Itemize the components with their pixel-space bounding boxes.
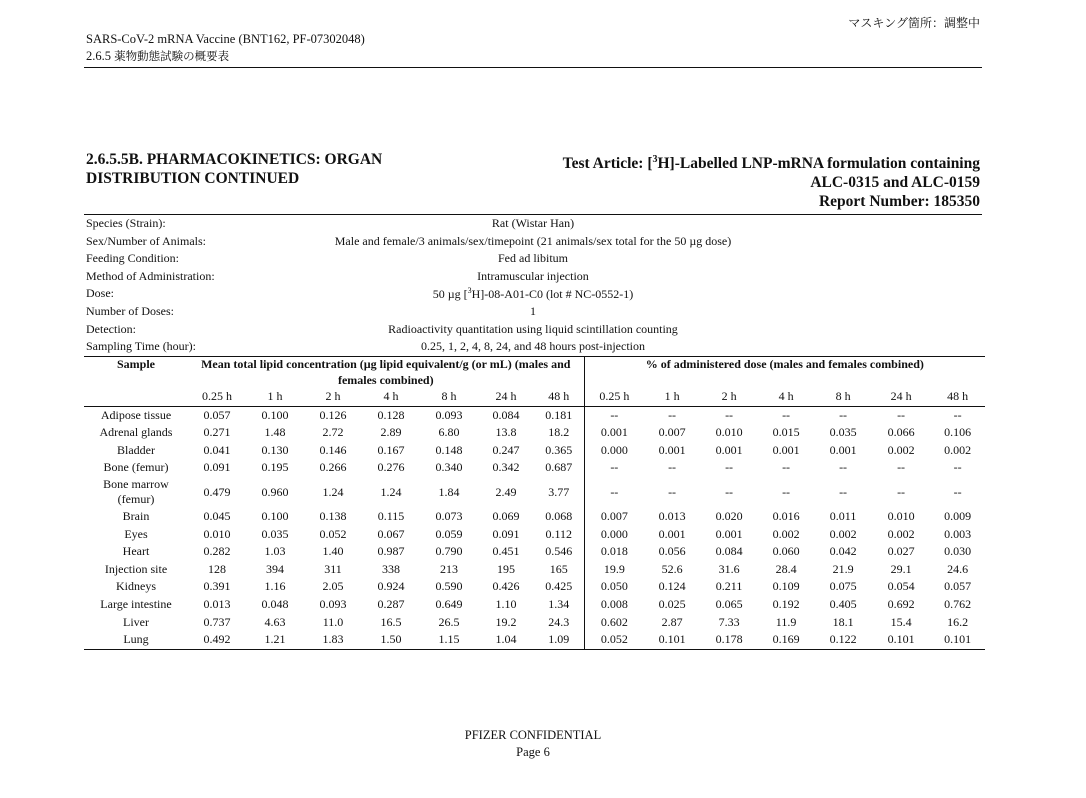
concentration-cell: 0.069 [492, 508, 520, 523]
info-row-method [84, 268, 982, 286]
study-info [84, 214, 982, 356]
concentration-cell: 24.3 [548, 614, 570, 629]
concentration-cell: 0.052 [319, 526, 347, 541]
concentration-cell: 0.342 [492, 460, 520, 475]
percent-dose-cell: 29.1 [890, 561, 912, 576]
timepoint-header: 1 h [644, 388, 700, 406]
timepoint-header: 24 h [478, 388, 534, 406]
concentration-cell: 11.0 [322, 614, 344, 629]
concentration-cell: 0.181 [545, 407, 573, 422]
concentration-cell: 0.048 [261, 596, 289, 611]
percent-dose-cell: -- [584, 406, 644, 424]
percent-dose-cell: 0.001 [658, 526, 686, 541]
percent-dose-cell: 0.000 [584, 526, 644, 544]
percent-dose-cell: 0.042 [829, 544, 857, 559]
table-row [84, 477, 985, 508]
concentration-cell: 0.960 [261, 484, 289, 499]
percent-dose-cell: 0.018 [584, 543, 644, 561]
concentration-cell: 19.2 [495, 614, 517, 629]
header-divider [84, 67, 982, 68]
concentration-cell: 3.77 [548, 484, 570, 499]
percent-dose-cell: -- [782, 407, 791, 422]
concentration-cell: 0.112 [545, 526, 573, 541]
concentration-cell: 13.8 [495, 425, 517, 440]
percent-dose-cell: -- [725, 460, 734, 475]
percent-dose-cell: 0.015 [772, 425, 800, 440]
timepoint-header: 48 h [534, 388, 584, 406]
info-value [84, 286, 982, 302]
percent-dose-cell: 0.211 [715, 579, 743, 594]
info-label: Method of Administration: [86, 268, 215, 283]
percent-dose-cell: 0.020 [715, 508, 743, 523]
concentration-cell: 0.687 [545, 460, 573, 475]
concentration-cell: 0.146 [319, 442, 347, 457]
table-row [84, 543, 985, 561]
percent-dose-cell: 0.007 [658, 425, 686, 440]
info-label: Species (Strain): [86, 216, 166, 230]
concentration-cell: 0.091 [203, 460, 231, 475]
percent-dose-cell: 0.050 [584, 578, 644, 596]
concentration-cell: 195 [497, 561, 515, 576]
info-value: 0.25, 1, 2, 4, 8, 24, and 48 hours post-injection [421, 339, 645, 354]
percent-dose-cell: 0.178 [700, 631, 758, 649]
concentration-cell: 0.425 [545, 579, 573, 594]
sample-header: Sample [116, 357, 155, 371]
table-row [84, 442, 985, 460]
concentration-cell: 1.24 [380, 484, 402, 499]
timepoint-header: 48 h [930, 388, 985, 406]
concentration-cell: 0.266 [319, 460, 347, 475]
percent-dose-cell: 7.33 [718, 614, 740, 629]
concentration-cell: 0.091 [492, 526, 520, 541]
concentration-cell: 1.21 [246, 631, 304, 649]
concentration-cell: 213 [440, 561, 458, 576]
sample-name: Adipose tissue [100, 407, 172, 422]
concentration-cell: 0.195 [261, 460, 289, 475]
concentration-cell: 0.100 [261, 407, 289, 422]
concentration-cell: 0.167 [377, 442, 405, 457]
percent-dose-cell: 0.106 [944, 425, 972, 440]
distribution-table-wrapper [84, 356, 982, 650]
percent-dose-cell: 52.6 [661, 561, 683, 576]
concentration-cell: 2.49 [495, 484, 517, 499]
concentration-cell: 0.013 [203, 596, 231, 611]
percent-dose-cell: 0.052 [584, 631, 644, 649]
sample-name: Lung [84, 631, 188, 649]
table-row [84, 459, 985, 477]
concentration-cell: 0.737 [203, 614, 231, 629]
percent-dose-cell: -- [782, 460, 791, 475]
info-value: 1 [530, 303, 536, 318]
concentration-cell: 4.63 [264, 614, 286, 629]
table-row [84, 424, 985, 442]
percent-dose-cell: 0.007 [584, 508, 644, 526]
percent-dose-cell: 0.762 [944, 596, 972, 611]
info-row-sampling [84, 338, 982, 356]
concentration-cell: 0.041 [203, 442, 231, 457]
concentration-cell: 0.247 [492, 442, 520, 457]
timepoint-header: 1 h [246, 388, 304, 406]
concentration-cell: 0.084 [492, 407, 520, 422]
percent-dose-cell: 0.025 [658, 596, 686, 611]
concentration-cell: 0.271 [203, 425, 231, 440]
info-value: Fed ad libitum [498, 251, 568, 266]
concentration-cell: 0.391 [203, 579, 231, 594]
timepoint-header-row [84, 388, 985, 406]
timepoint-header: 8 h [814, 388, 872, 406]
info-row-sex [84, 233, 982, 251]
info-row-detection [84, 321, 982, 339]
concentration-cell: 6.80 [438, 425, 460, 440]
table-row [84, 596, 985, 614]
table-body [84, 406, 985, 649]
percent-dose-cell: 0.109 [772, 579, 800, 594]
info-label: Dose: [86, 286, 114, 301]
masking-note: マスキング箇所：調整中 [848, 16, 980, 30]
percent-dose-cell: 0.084 [715, 544, 743, 559]
concentration-cell: 0.479 [203, 484, 231, 499]
concentration-cell: 26.5 [438, 614, 460, 629]
concentration-cell: 0.057 [203, 407, 231, 422]
percent-dose-cell: 0.008 [584, 596, 644, 614]
concentration-cell: 0.035 [261, 526, 289, 541]
concentration-cell: 0.126 [319, 407, 347, 422]
concentration-cell: 394 [266, 561, 284, 576]
report-number: Report Number: 185350 [818, 193, 980, 211]
distribution-table [84, 356, 985, 650]
percent-dose-cell: -- [839, 407, 848, 422]
percent-dose-cell: 0.101 [930, 631, 985, 649]
table-group-header-row [84, 357, 985, 389]
percent-dose-cell: 16.2 [947, 614, 969, 629]
sample-name: Heart [122, 544, 150, 559]
table-row [84, 631, 985, 649]
concentration-cell: 0.451 [492, 544, 520, 559]
info-label: Sex/Number of Animals: [86, 233, 206, 248]
concentration-cell: 2.89 [380, 425, 402, 440]
percent-dose-cell: 0.001 [715, 442, 743, 457]
percent-dose-cell: 0.013 [658, 508, 686, 523]
test-article-prefix: Test Article: [ [562, 155, 653, 173]
document-title: SARS-CoV-2 mRNA Vaccine (BNT162, PF-07302048) [86, 32, 365, 46]
percent-dose-cell: -- [953, 407, 962, 422]
percent-dose-cell: 0.027 [887, 544, 915, 559]
info-row-num-doses [84, 303, 982, 321]
timepoint-header: 8 h [420, 388, 478, 406]
percent-dose-cell: 11.9 [775, 614, 797, 629]
percent-dose-cell: 0.602 [584, 614, 644, 632]
concentration-cell: 1.09 [534, 631, 584, 649]
concentration-cell: 1.24 [322, 484, 344, 499]
percent-dose-cell: 15.4 [890, 614, 912, 629]
table-row [84, 614, 985, 632]
percent-dose-cell: 0.002 [887, 442, 915, 457]
percent-dose-cell: 0.011 [829, 508, 857, 523]
concentration-cell: 2.72 [322, 425, 344, 440]
concentration-cell: 0.010 [203, 526, 231, 541]
table-row [84, 508, 985, 526]
concentration-cell: 2.05 [322, 579, 344, 594]
percent-dose-cell: 0.056 [658, 544, 686, 559]
concentration-cell: 0.115 [377, 508, 405, 523]
concentration-cell: 0.068 [545, 508, 573, 523]
percent-dose-cell: 0.001 [829, 442, 857, 457]
percent-dose-cell: -- [897, 484, 906, 499]
concentration-cell: 0.365 [545, 442, 573, 457]
section-number: 2.6.5 [86, 49, 111, 63]
percent-dose-cell: 0.003 [944, 526, 972, 541]
percent-dose-cell: 0.002 [887, 526, 915, 541]
info-row-species [84, 215, 982, 233]
section-name: 薬物動態試験の概要表 [114, 49, 230, 63]
percent-dose-cell: 0.192 [772, 596, 800, 611]
info-label: Feeding Condition: [86, 251, 179, 266]
sample-name: Large intestine [100, 596, 172, 611]
percent-dose-cell: 0.122 [814, 631, 872, 649]
percent-dose-cell: -- [839, 484, 848, 499]
concentration-cell: 0.790 [435, 544, 463, 559]
percent-dose-cell: 0.002 [772, 526, 800, 541]
percent-dose-cell: -- [725, 407, 734, 422]
dose-superscript: 3 [467, 286, 472, 296]
percent-dose-cell: -- [897, 407, 906, 422]
sample-name: Liver [123, 614, 149, 629]
percent-dose-cell: -- [782, 484, 791, 499]
concentration-cell: 128 [208, 561, 226, 576]
percent-dose-cell: 0.060 [772, 544, 800, 559]
concentration-cell: 165 [549, 561, 568, 576]
concentration-cell: 0.649 [435, 596, 463, 611]
concentration-group-header: Mean total lipid concentration (µg lipid equivalent/g (or mL) (males and females combined) [201, 357, 571, 387]
concentration-cell: 0.426 [492, 579, 520, 594]
info-label: Detection: [86, 321, 136, 336]
percent-dose-cell: -- [725, 484, 734, 499]
dose-prefix: 50 µg [ [432, 287, 468, 302]
table-row [84, 526, 985, 544]
timepoint-header: 2 h [304, 388, 362, 406]
timepoint-header: 4 h [362, 388, 420, 406]
timepoint-header: 2 h [700, 388, 758, 406]
concentration-cell: 1.10 [495, 596, 517, 611]
percent-dose-cell: 0.692 [887, 596, 915, 611]
sample-name: Bone marrow (femur) [103, 476, 169, 507]
percent-dose-cell: 18.1 [832, 614, 854, 629]
percent-dose-cell: -- [668, 484, 677, 499]
sample-name: Bladder [117, 442, 155, 457]
percent-dose-cell: 0.010 [887, 508, 915, 523]
percent-dose-cell: -- [584, 477, 644, 508]
percent-dose-cell: 0.124 [658, 579, 686, 594]
percent-dose-cell: 0.001 [658, 442, 686, 457]
sample-name: Adrenal glands [99, 425, 173, 440]
percent-dose-cell: 0.009 [944, 508, 972, 523]
confidential-footer: PFIZER CONFIDENTIAL [464, 728, 602, 742]
concentration-cell: 16.5 [380, 614, 402, 629]
concentration-cell: 0.546 [545, 544, 573, 559]
concentration-cell: 338 [382, 561, 400, 576]
section-heading [86, 48, 229, 64]
concentration-cell: 0.287 [377, 596, 405, 611]
concentration-cell: 0.148 [435, 442, 463, 457]
concentration-cell: 0.093 [319, 596, 347, 611]
dose-suffix: H]-08-A01-C0 (lot # NC-0552-1) [471, 287, 634, 302]
timepoint-header: 0.25 h [188, 388, 246, 406]
concentration-cell: 1.03 [264, 544, 286, 559]
concentration-cell: 0.276 [377, 460, 405, 475]
info-row-dose [84, 285, 982, 303]
info-value: Rat (Wistar Han) [491, 216, 575, 230]
table-title-line-1: 2.6.5.5B. PHARMACOKINETICS: ORGAN [86, 151, 383, 168]
percent-dose-cell: -- [839, 460, 848, 475]
percent-dose-cell: -- [668, 407, 677, 422]
concentration-cell: 0.100 [261, 508, 289, 523]
table-row [84, 561, 985, 579]
concentration-cell: 0.059 [435, 526, 463, 541]
percent-dose-cell: 0.002 [829, 526, 857, 541]
concentration-cell: 1.40 [322, 544, 344, 559]
concentration-cell: 1.50 [362, 631, 420, 649]
percent-dose-cell: 2.87 [661, 614, 683, 629]
info-value: Intramuscular injection [477, 268, 589, 283]
percent-dose-cell: 0.010 [715, 425, 743, 440]
percent-dose-cell: -- [584, 459, 644, 477]
percent-dose-cell: 0.057 [944, 579, 972, 594]
concentration-cell: 1.83 [304, 631, 362, 649]
percent-dose-cell: 0.075 [829, 579, 857, 594]
percent-dose-cell: 0.001 [715, 526, 743, 541]
sample-name: Kidneys [116, 579, 156, 594]
concentration-cell: 1.16 [264, 579, 286, 594]
concentration-cell: 0.067 [377, 526, 405, 541]
isotope-superscript: 3 [652, 154, 658, 165]
concentration-cell: 1.15 [420, 631, 478, 649]
concentration-cell: 0.128 [377, 407, 405, 422]
sample-name: Eyes [124, 526, 148, 541]
info-label: Sampling Time (hour): [86, 339, 197, 354]
sample-name: Injection site [104, 561, 168, 576]
concentration-cell: 311 [324, 561, 342, 576]
test-article-suffix: H]-Labelled LNP-mRNA formulation containing [657, 155, 980, 173]
percent-dose-cell: 21.9 [832, 561, 854, 576]
test-article-line [563, 150, 980, 173]
table-row [84, 578, 985, 596]
concentration-cell: 0.340 [435, 460, 463, 475]
percent-dose-cell: 0.065 [715, 596, 743, 611]
table-title [86, 150, 382, 188]
concentration-cell: 0.138 [319, 508, 347, 523]
percent-dose-cell: 0.169 [758, 631, 814, 649]
table-row [84, 406, 985, 424]
percent-dose-cell: 0.405 [829, 596, 857, 611]
table-title-line-2: DISTRIBUTION CONTINUED [86, 170, 300, 187]
info-value: Radioactivity quantitation using liquid scintillation counting [388, 321, 678, 336]
timepoint-header-blank [84, 388, 188, 406]
timepoint-header: 4 h [758, 388, 814, 406]
concentration-cell: 0.590 [435, 579, 463, 594]
percent-dose-cell: 0.030 [944, 544, 972, 559]
percent-dose-cell: 0.000 [584, 442, 644, 460]
percent-dose-cell: -- [668, 460, 677, 475]
concentration-cell: 1.84 [438, 484, 460, 499]
concentration-cell: 1.48 [264, 425, 286, 440]
concentration-cell: 18.2 [548, 425, 570, 440]
concentration-cell: 1.04 [478, 631, 534, 649]
percent-dose-cell: 19.9 [584, 561, 644, 579]
info-value: Male and female/3 animals/sex/timepoint (21 animals/sex total for the 50 µg dose) [334, 233, 732, 248]
timepoint-header: 24 h [872, 388, 930, 406]
percent-dose-cell: 0.016 [772, 508, 800, 523]
concentration-cell: 1.34 [548, 596, 570, 611]
test-article-line-2: ALC-0315 and ALC-0159 [810, 174, 980, 192]
percent-dose-group-header: % of administered dose (males and females combined) [584, 357, 985, 389]
percent-dose-cell: 0.101 [644, 631, 700, 649]
percent-dose-cell: 31.6 [718, 561, 740, 576]
concentration-cell: 0.492 [188, 631, 246, 649]
concentration-cell: 0.282 [203, 544, 231, 559]
percent-dose-cell: 0.001 [772, 442, 800, 457]
percent-dose-cell: 24.6 [947, 561, 969, 576]
concentration-cell: 0.073 [435, 508, 463, 523]
info-label: Number of Doses: [86, 303, 174, 318]
concentration-cell: 0.093 [435, 407, 463, 422]
percent-dose-cell: 0.066 [887, 425, 915, 440]
concentration-cell: 0.924 [377, 579, 405, 594]
test-article-block [563, 150, 980, 211]
timepoint-header: 0.25 h [584, 388, 644, 406]
percent-dose-cell: -- [953, 460, 962, 475]
percent-dose-cell: 0.054 [887, 579, 915, 594]
info-row-feeding [84, 250, 982, 268]
percent-dose-cell: 28.4 [775, 561, 797, 576]
concentration-cell: 0.045 [203, 508, 231, 523]
percent-dose-cell: 0.002 [944, 442, 972, 457]
concentration-cell: 0.987 [377, 544, 405, 559]
percent-dose-cell: 0.035 [829, 425, 857, 440]
percent-dose-cell: 0.001 [584, 424, 644, 442]
sample-name: Brain [122, 509, 150, 524]
percent-dose-cell: -- [897, 460, 906, 475]
percent-dose-cell: 0.101 [872, 631, 930, 649]
concentration-cell: 0.130 [261, 442, 289, 457]
percent-dose-cell: -- [953, 484, 962, 499]
page-number: Page 6 [516, 745, 550, 759]
sample-name: Bone (femur) [103, 460, 169, 475]
